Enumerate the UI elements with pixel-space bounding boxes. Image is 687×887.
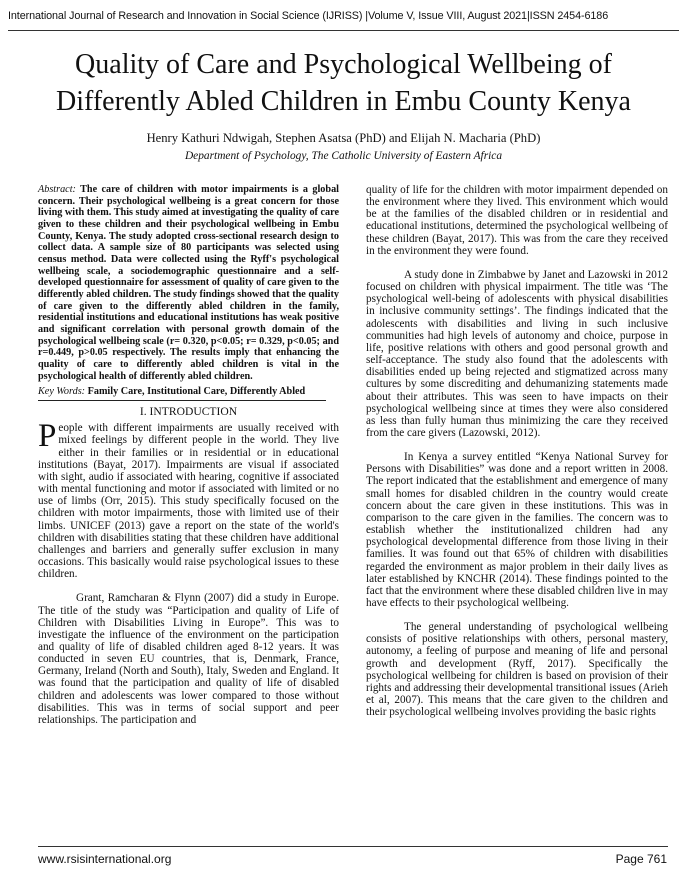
intro-paragraph-2-continued: quality of life for the children with motor impairment depended on the environment where they lived. This environment which would be at the families of the disabled children or in residential and educational institutions, determined the psychological wellbeing of these children (Bayat, 2017). This was from the care they received in the environment they were found. [366, 184, 668, 257]
intro-paragraph-2: Grant, Ramcharan & Flynn (2007) did a study in Europe. The title of the study was “Participation and quality of Life of Children with Disabilities Living in Europe”. This was to investigate the influence of the environment on the participation and quality of life of disabled children aged 8-12 years. It was conducted in seven EU countries, that is, Denmark, France, Germany, Ireland (North and South), Italy, Sweden and England. It was found that the participation and quality of life of disabled children and adolescents was lower compared to those without disabilities. This was in terms of social support and peer relationships. The participation and [38, 592, 339, 726]
abstract-text: The care of children with motor impairments is a global concern. Their psychological wellbeing is a great concern for those living with them. This study aimed at investigating the quality of care given to these children and their psychological wellbeing in Embu County, Kenya. The study adopted cross-sectional research design to collect data. A sample size of 80 participants was selected using census method. Data were collected using the Ryff's psychological wellbeing scale, a sociodemographic questionnaire and a self-developed questionnaire for assessment of quality of care given to the differently abled children. The study findings showed that the quality of care given to the differently abled children in the family, residential institutions and educational institutions has weak positive and significant correlation with personal growth domain of the psychological wellbeing scale (r= 0.320, p<0.05; r= 0.329, p<0.05; and r=0.449, p>0.05 respectively. The results imply that enhancing the quality of care to differently abled children is vital in the psychological health of differently abled children. [38, 184, 339, 382]
intro-paragraph-5: The general understanding of psychological wellbeing consists of positive relationships with others, personal mastery, autonomy, a feeling of purpose and meaning of life and personal growth and development (Ryff, 2017). Specifically the psychological wellbeing for children is based on provision of their rights and addressing their developmental transitional issues (Arieh et al, 2007). This means that the care given to the children and their psychological wellbeing involves providing the basic rights [366, 621, 668, 719]
footer-rule [38, 846, 668, 847]
section-heading: I. INTRODUCTION [139, 405, 238, 419]
article-authors: Henry Kathuri Ndwigah, Stephen Asatsa (PhD) and Elijah N. Macharia (PhD) [146, 131, 541, 145]
article-title: Quality of Care and Psychological Wellbeing of Differently Abled Children in Embu County Kenya [56, 49, 631, 117]
keywords [38, 386, 339, 398]
left-column [38, 184, 339, 726]
intro-paragraph-3: A study done in Zimbabwe by Janet and Lazowski in 2012 focused on children with physical impairment. The title was ‘The psychological well-being of adolescents with physical disabilities in inclusive community settings’. The findings indicated that the adolescents with disabilities and living in such inclusive communities had high levels of autonomy and choice, purpose in life, positive relations with others and good personal growth and self-acceptance. The study also found that the adolescents with disabilities ended up being rejected and stigmatized across many cultures by some discrediting and dehumanizing statements made about their attributes. This was seen to have impacts on their psychological wellbeing since at times they were also considered as less than fully human thus minimizing the care they received from the care givers (Lazowski, 2012). [366, 268, 668, 439]
intro-paragraph-1: People with different impairments are usually received with mixed feelings by different people in the world. They live either in their families or in residential or in educational institutions (Bayat, 2017). Impairments are visual if associated with sight, audio if associated with hearing, cognitive if associated with mental functioning and motor if associated with limited or no use of limbs (Orr, 2015). This study specifically focused on the children with motor impairments, those with limited use of their limbs. UNICEF (2013) gave a report on the state of the world's children with disabilities stating that these children have additional challenges and barriers and generally suffer exclusion in many occasions. This basically would raise psychological issues to these children. [38, 418, 339, 581]
intro-paragraph-4: In Kenya a survey entitled “Kenya National Survey for Persons with Disabilities” was done and a report written in 2008. The report indicated that the establishment and emergence of many small homes for disabled children in the country would create concern about the care given in these institutions. This was in comparison to the care given in the families. The concern was to establish whether the institutionalized children had any psychological developmental difference from those living in their families. It was found out that 65% of children with disabilities regarded the environment as major problem in their daily lives as later established by KNCHR (2014). These findings pointed to the fact that the environment where these disabled children live in may have effects to their psychological wellbeing. [366, 451, 668, 609]
abstract [38, 184, 339, 382]
article-affiliation: Department of Psychology, The Catholic University of Eastern Africa [184, 150, 503, 162]
keywords-rule [38, 400, 326, 401]
keywords-text: Family Care, Institutional Care, Differently Abled [87, 386, 306, 398]
right-column [366, 184, 668, 718]
header-rule [8, 30, 679, 31]
footer-website: www.rsisinternational.org [38, 852, 172, 866]
footer-page-number: Page 761 [615, 852, 667, 866]
keywords-label: Key Words: [38, 386, 86, 398]
abstract-label: Abstract: [38, 184, 76, 195]
running-head: International Journal of Research and Innovation in Social Science (IJRISS) |Volume V, Issue VIII, August 2021|ISSN 2454-6186 [8, 10, 609, 22]
